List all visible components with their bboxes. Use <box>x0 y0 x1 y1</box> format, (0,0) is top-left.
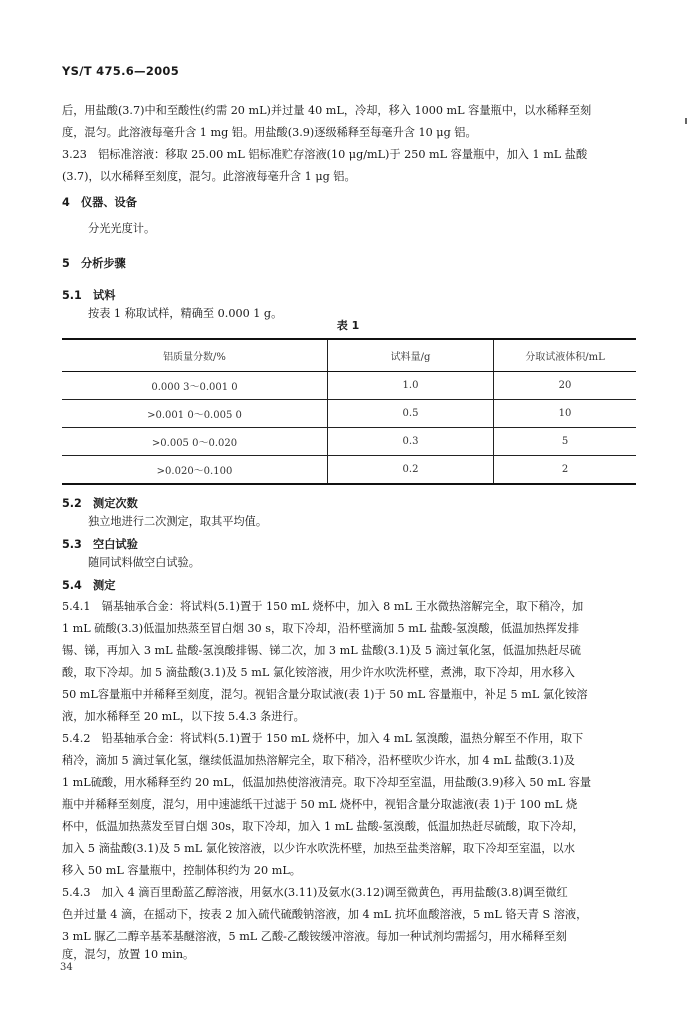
table-header-cell: 试料量/g <box>328 339 494 372</box>
section-5-4-title: 5.4 测定 <box>62 579 116 592</box>
table-cell: 0.000 3～0.001 0 <box>62 372 328 400</box>
table-cell: 20 <box>494 372 637 400</box>
text-line: 5.4.2 铅基轴承合金：将试料(5.1)置于 150 mL 烧杯中，加入 4 mL 氢溴酸，温热分解至不作用，取下 <box>62 732 584 745</box>
table-row <box>62 456 636 485</box>
text-line: 1 mL 硫酸(3.3)低温加热蒸至冒白烟 30 s，取下冷却，沿杯壁滴加 5 mL 盐酸-氢溴酸，低温加热挥发排 <box>62 622 580 635</box>
text-line: 锡、锑，再加入 3 mL 盐酸-氢溴酸排锡、锑二次，加 3 mL 盐酸(3.1)及 5 滴过氧化氢，低温加热赶尽硫 <box>62 644 581 657</box>
text-line: 50 mL容量瓶中并稀释至刻度，混匀。视铝含量分取试液(表 1)于 50 mL 容量瓶中，补足 5 mL 氯化铵溶 <box>62 688 588 701</box>
section-5-title: 5 分析步骤 <box>62 257 126 270</box>
text-line: (3.7)，以水稀释至刻度，混匀。此溶液每毫升含 1 μg 铝。 <box>62 170 356 183</box>
section-5-3-text: 随同试料做空白试验。 <box>88 556 200 569</box>
table-cell: >0.001 0～0.005 0 <box>62 400 328 428</box>
table-caption: 表 1 <box>336 319 360 332</box>
section-5-3-title: 5.3 空白试验 <box>62 538 138 551</box>
page-number: 34 <box>60 962 73 973</box>
section-5-2-title: 5.2 测定次数 <box>62 497 138 510</box>
text-line: 1 mL硫酸，用水稀释至约 20 mL，低温加热使溶液清亮。取下冷却至室温，用盐酸(3.9)移入 50 mL 容量 <box>62 776 592 789</box>
table-header-cell: 铝质量分数/% <box>62 339 328 372</box>
text-line: 杯中，低温加热蒸发至冒白烟 30s，取下冷却，加入 1 mL 盐酸-氢溴酸，低温加热赶尽硫酸，取下冷却， <box>62 820 584 833</box>
table-header-cell: 分取试液体积/mL <box>494 339 637 372</box>
table-cell: >0.005 0～0.020 <box>62 428 328 456</box>
table-cell: 2 <box>494 456 637 485</box>
text-line: 液，加水稀释至 20 mL，以下按 5.4.3 条进行。 <box>62 710 305 723</box>
text-line: 3.23 铝标准溶液：移取 25.00 mL 铝标准贮存溶液(10 μg/mL)于 250 mL 容量瓶中，加入 1 mL 盐酸 <box>62 148 588 161</box>
text-line: 5.4.3 加入 4 滴百里酚蓝乙醇溶液，用氨水(3.11)及氨水(3.12)调至微黄色，再用盐酸(3.8)调至微红 <box>62 886 568 899</box>
text-line: 酸，取下冷却。加 5 滴盐酸(3.1)及 5 mL 氯化铵溶液，用少许水吹洗杯壁，煮沸，取下冷却，用水移入 <box>62 666 575 679</box>
table-1 <box>62 338 636 485</box>
text-line: 稍冷，滴加 5 滴过氧化氢，继续低温加热溶解完全，取下稍冷，沿杯壁吹少许水，加 4 mL 盐酸(3.1)及 <box>62 754 575 767</box>
table-row <box>62 428 636 456</box>
table-cell: 5 <box>494 428 637 456</box>
section-4-title: 4 仪器、设备 <box>62 196 137 209</box>
text-line: 色并过量 4 滴，在摇动下，按表 2 加入硫代硫酸钠溶液，加 4 mL 抗坏血酸溶液，5 mL 铬天青 S 溶液， <box>62 908 588 921</box>
table-header-row <box>62 339 636 372</box>
section-5-2-text: 独立地进行二次测定，取其平均值。 <box>88 515 268 528</box>
table-row <box>62 400 636 428</box>
table-cell: >0.020～0.100 <box>62 456 328 485</box>
text-line: 后，用盐酸(3.7)中和至酸性(约需 20 mL)并过量 40 mL，冷却，移入 1000 mL 容量瓶中，以水稀释至刻 <box>62 104 592 117</box>
table-cell: 0.5 <box>328 400 494 428</box>
text-line: 移入 50 mL 容量瓶中，控制体积约为 20 mL。 <box>62 864 301 877</box>
table-cell: 1.0 <box>328 372 494 400</box>
text-line: 度，混匀，放置 10 min。 <box>62 948 195 961</box>
table-cell: 0.2 <box>328 456 494 485</box>
table-row <box>62 372 636 400</box>
table-cell: 10 <box>494 400 637 428</box>
text-line: 瓶中并稀释至刻度，混匀，用中速滤纸干过滤于 50 mL 烧杯中，视铝含量分取滤液(表 1)于 100 mL 烧 <box>62 798 578 811</box>
text-line: 加入 5 滴盐酸(3.1)及 5 mL 氯化铵溶液，以少许水吹洗杯壁，加热至盐类溶解，取下冷却至室温，以水 <box>62 842 575 855</box>
text-line: 5.4.1 镉基轴承合金：将试料(5.1)置于 150 mL 烧杯中，加入 8 mL 王水微热溶解完全，取下稍冷，加 <box>62 600 584 613</box>
table-cell: 0.3 <box>328 428 494 456</box>
scan-mark <box>685 118 687 124</box>
standard-header: YS/T 475.6—2005 <box>62 64 180 78</box>
text-line: 度，混匀。此溶液每毫升含 1 mg 铝。用盐酸(3.9)逐级稀释至每毫升含 10 μg 铝。 <box>62 126 477 139</box>
section-5-1-title: 5.1 试料 <box>62 289 116 302</box>
section-4-text: 分光光度计。 <box>88 222 156 235</box>
section-5-1-text: 按表 1 称取试样，精确至 0.000 1 g。 <box>88 307 283 320</box>
text-line: 3 mL 脲乙二醇辛基苯基醚溶液，5 mL 乙酸-乙酸铵缓冲溶液。每加一种试剂均需摇匀，用水稀释至刻 <box>62 930 567 943</box>
